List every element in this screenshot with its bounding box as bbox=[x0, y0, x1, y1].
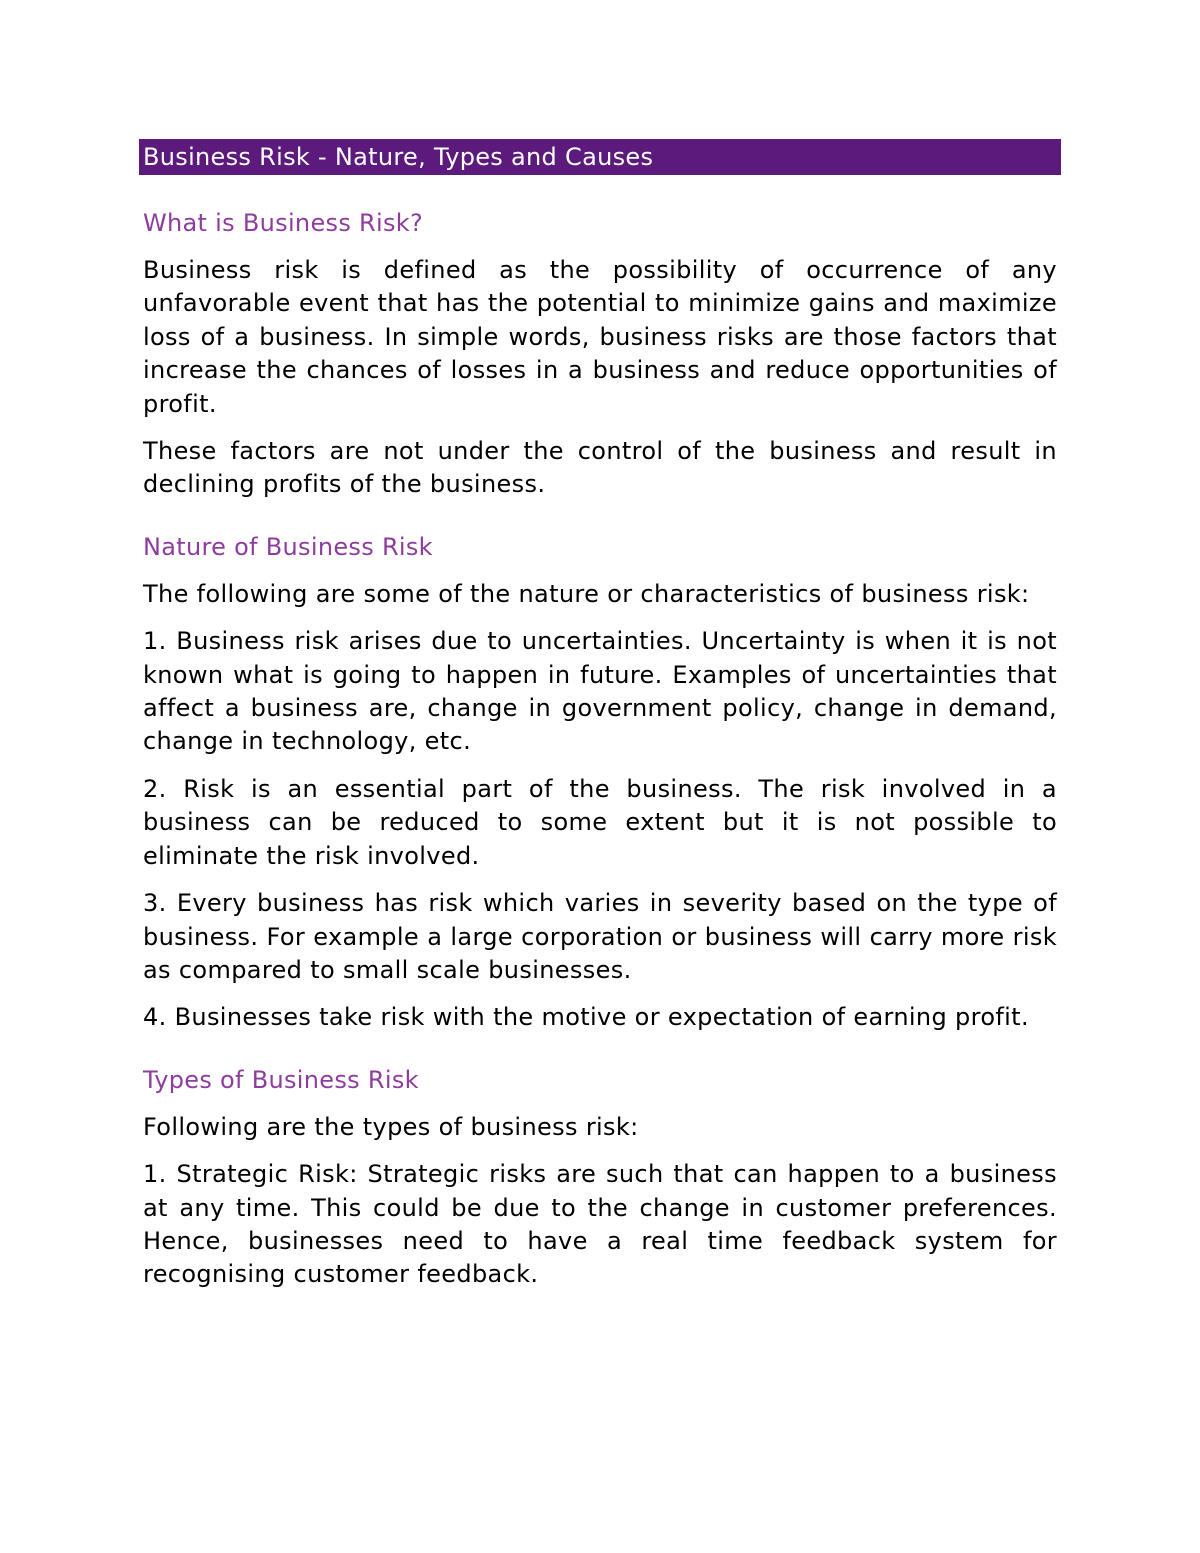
section-types-of-business-risk bbox=[139, 1063, 1061, 1292]
section-heading: Nature of Business Risk bbox=[143, 532, 433, 561]
paragraph: Following are the types of business risk: bbox=[143, 1112, 639, 1141]
section-nature-of-business-risk bbox=[139, 530, 1061, 1035]
section-what-is-business-risk bbox=[139, 206, 1061, 502]
list-item: 1. Strategic Risk: Strategic risks are such that can happen to a business at any time. This could be due to the change in customer preferences. Hence, businesses need to have a real time feedback system for recognising customer feedback. bbox=[143, 1160, 1057, 1289]
document-title: Business Risk - Nature, Types and Causes bbox=[139, 139, 1061, 175]
list-item: 4. Businesses take risk with the motive or expectation of earning profit. bbox=[143, 1003, 1029, 1032]
section-spacer bbox=[139, 1049, 1061, 1063]
list-item: 3. Every business has risk which varies in severity based on the type of business. For example a large corporation or business will carry more risk as compared to small scale businesses. bbox=[143, 889, 1057, 984]
paragraph: These factors are not under the control of the business and result in declining profits of the business. bbox=[143, 437, 1057, 499]
paragraph: The following are some of the nature or characteristics of business risk: bbox=[143, 579, 1030, 608]
section-heading: Types of Business Risk bbox=[143, 1065, 419, 1094]
paragraph: Business risk is defined as the possibility of occurrence of any unfavorable event that has the potential to minimize gains and maximize loss of a business. In simple words, business risks are those factors that increase the chances of losses in a business and reduce opportunities of profit. bbox=[143, 256, 1057, 418]
section-heading: What is Business Risk? bbox=[143, 209, 424, 237]
list-item: 1. Business risk arises due to uncertainties. Uncertainty is when it is not known what is going to happen in future. Examples of uncertainties that affect a business are, change in government policy, change in demand, change in technology, etc. bbox=[143, 627, 1057, 756]
section-spacer bbox=[139, 516, 1061, 530]
list-item: 2. Risk is an essential part of the business. The risk involved in a business can be reduced to some extent but it is not possible to eliminate the risk involved. bbox=[143, 774, 1057, 870]
document-page bbox=[139, 139, 1061, 1306]
